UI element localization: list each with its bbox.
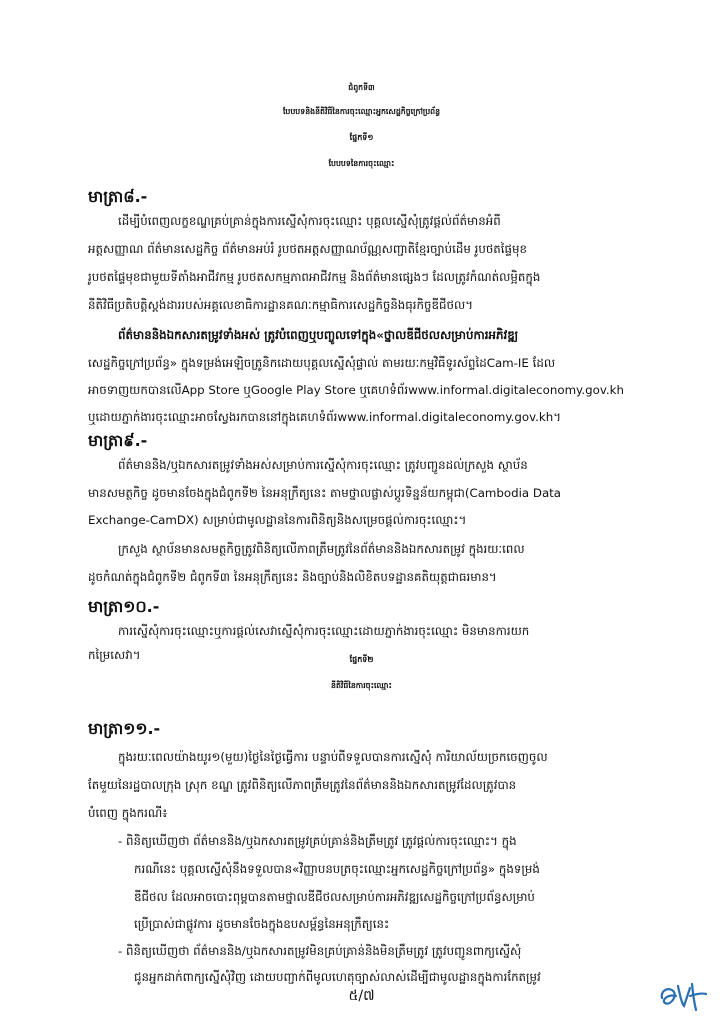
article-9-para-2-line-2: ដូចកំណត់ក្នុងជំពូកទី២ ជំពូកទី៣ នៃអនុក្រឹត្យនេះ និងច្បាប់និងលិខិតបទដ្ឋានគតិយុត្តជាធរមាន។ — [88, 570, 497, 584]
article-11-bullet-2-line-2: ជូនអ្នកដាក់ពាក្យស្នើសុំវិញ ដោយបញ្ជាក់ពីមូលហេតុច្បាស់លាស់ដើម្បីជាមូលដ្ឋានក្នុងការកែតម្រូវ — [134, 970, 541, 984]
page-number: ៥/៧ — [348, 988, 375, 1004]
article-11-bullet-1-line-3: ឌីជីថល ដែលអាចបោះពុម្ពបានតាមថ្នាលឌីជីថលសម្រាប់ការអភិវឌ្ឍសេដ្ឋកិច្ចក្រៅប្រព័ន្ធសម្រាប់ — [134, 890, 535, 904]
article-9-heading: មាត្រា៩.- — [88, 431, 148, 450]
part-1-title: បែបបទនៃការចុះឈ្មោះ — [328, 159, 395, 168]
article-8-para-2-line-4: ឬដោយភ្នាក់ងារចុះឈ្មោះអាចស្វែងរកបាននៅក្នុងគេហទំព័រwww.informal.digitaleconomy.gov.kh។ — [88, 410, 562, 424]
article-9-para-1-line-2: មានសមត្ថកិច្ច ដូចមានចែងក្នុងជំពូកទី២ នៃអនុក្រឹត្យនេះ តាមថ្នាលផ្លាស់ប្តូរទិន្នន័យកម្ពុជា(Cambodia Data — [88, 486, 562, 500]
article-11-heading: មាត្រា១១.- — [88, 719, 161, 738]
part-2-title: នីតិវិធីនៃការចុះឈ្មោះ — [331, 681, 392, 690]
article-8-para-2-line-2: សេដ្ឋកិច្ចក្រៅប្រព័ន្ធ» ក្នុងទម្រង់អេឡិចត្រូនិកដោយបុគ្គលស្នើសុំផ្ទាល់ តាមរយៈកម្មវិធីទូរស័ព្ទដៃCam-IE ដែល — [88, 356, 556, 370]
article-11-para-1-line-3: បំពេញ ក្នុងករណី៖ — [88, 806, 168, 820]
part-1-heading: ផ្នែកទី១ — [349, 133, 374, 142]
article-11-bullet-1-line-4: ប្រើប្រាស់ជាផ្លូវការ ដូចមានចែងក្នុងឧបសម្ព័ន្ធនៃអនុក្រឹត្យនេះ — [134, 917, 390, 931]
chapter-heading: ជំពូកទី៣ — [348, 83, 375, 92]
article-8-para-2-line-1: ព័ត៌មាននិងឯកសារតម្រូវទាំងអស់ ត្រូវបំពេញឬបញ្ចូលទៅក្នុង«ថ្នាលឌីជីថលសម្រាប់ការអភិវឌ្ឍ — [118, 328, 519, 342]
article-8-para-1-line-4: នីតិវិធីប្រតិបត្តិស្តង់ដាររបស់អគ្គលេខាធិការដ្ឋានគណៈកម្មាធិការសេដ្ឋកិច្ចនិងធុរកិច្ចឌីជីថល។ — [88, 298, 473, 312]
article-11-para-1-line-2: តែមួយនៃរដ្ឋបាលក្រុង ស្រុក ខណ្ឌ ត្រូវពិនិត្យលើភាពត្រឹមត្រូវនៃព័ត៌មាននិងឯកសារតម្រូវដែលត្រូវបាន — [88, 778, 517, 792]
article-8-heading: មាត្រា៨.- — [88, 187, 148, 206]
article-9-para-2-line-1: ក្រសួង ស្ថាប័នមានសមត្ថកិច្ចត្រូវពិនិត្យលើភាពត្រឹមត្រូវនៃព័ត៌មាននិងឯកសារតម្រូវ ក្នុងរយៈពេល — [118, 542, 525, 556]
article-8-para-1-line-1: ដើម្បីបំពេញលក្ខខណ្ឌគ្រប់គ្រាន់ក្នុងការស្នើសុំការចុះឈ្មោះ បុគ្គលស្នើសុំត្រូវផ្តល់ព័ត៌មានអំពី — [118, 214, 501, 228]
article-11-bullet-2-line-1: - ពិនិត្យឃើញថា ព័ត៌មាននិង/ឬឯកសារតម្រូវមិនគ្រប់គ្រាន់និងមិនត្រឹមត្រូវ ត្រូវបញ្ជូនពាក្យស្នើសុំ — [118, 944, 522, 958]
article-8-para-1-line-3: រូបថតផ្ទៃមុខជាមួយទីតាំងអាជីវកម្ម រូបថតសកម្មភាពអាជីវកម្ម និងព័ត៌មានផ្សេងៗ ដែលត្រូវកំណត់លម្អិតក្នុង — [88, 270, 541, 284]
article-11-bullet-1-line-1: - ពិនិត្យឃើញថា ព័ត៌មាននិង/ឬឯកសារតម្រូវគ្រប់គ្រាន់និងត្រឹមត្រូវ ត្រូវផ្តល់ការចុះឈ្មោះ។ ក្នុង — [118, 834, 517, 848]
article-10-line-2: កម្រៃសេវា។ — [88, 648, 141, 662]
article-9-para-1-line-3: Exchange-CamDX) សម្រាប់ជាមូលដ្ឋាននៃការពិនិត្យនិងសម្រេចផ្តល់ការចុះឈ្មោះ។ — [88, 513, 467, 527]
article-8-para-2-line-3: អាចទាញយកបានលើApp Store ឬGoogle Play Store ឬគេហទំព័រwww.informal.digitaleconomy.gov.kh — [88, 383, 624, 397]
article-9-para-1-line-1: ព័ត៌មាននិង/ឬឯកសារតម្រូវទាំងអស់សម្រាប់ការស្នើសុំការចុះឈ្មោះ ត្រូវបញ្ជូនដល់ក្រសួង ស្ថាប័ន — [118, 458, 528, 472]
article-10-line-1: ការស្នើសុំការចុះឈ្មោះឬការផ្តល់សេវាស្នើសុំការចុះឈ្មោះដោយភ្នាក់ងារចុះឈ្មោះ មិនមានការយក — [118, 624, 530, 638]
article-11-bullet-1-line-2: ករណីនេះ បុគ្គលស្នើសុំនឹងទទួលបាន«វិញ្ញាបនបត្រចុះឈ្មោះអ្នកសេដ្ឋកិច្ចក្រៅប្រព័ន្ធ» ក្នុងទម្រង់ — [134, 862, 540, 876]
article-8-para-1-line-2: អត្តសញ្ញាណ ព័ត៌មានសេដ្ឋកិច្ច ព័ត៌មានអប់រំ រូបថតអត្តសញ្ញាណប័ណ្ណសញ្ជាតិខ្មែរច្បាប់ដើម រូបថតផ្ទៃមុខ — [88, 242, 528, 256]
article-11-para-1-line-1: ក្នុងរយៈពេលយ៉ាងយូរ១(មួយ)ថ្ងៃនៃថ្ងៃធ្វើការ បន្ទាប់ពីទទួលបានការស្នើសុំ ការិយាល័យច្រកចេញចូល — [118, 750, 548, 764]
article-10-heading: មាត្រា១០.- — [88, 597, 160, 616]
chapter-title: បែបបទនិងនីតិវិធីនៃការចុះឈ្មោះអ្នកសេដ្ឋកិច្ចក្រៅប្រព័ន្ធ — [282, 107, 441, 116]
part-2-heading: ផ្នែកទី២ — [349, 655, 374, 664]
initials-signature-icon — [656, 976, 708, 1016]
